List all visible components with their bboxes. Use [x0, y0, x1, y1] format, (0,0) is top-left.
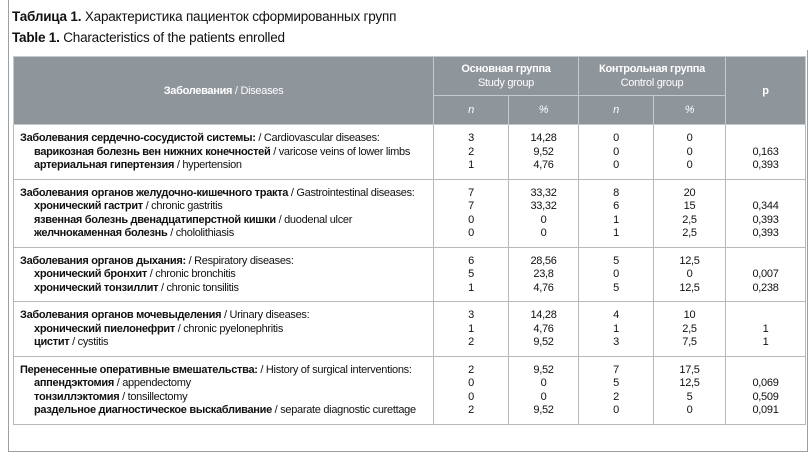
- value-cell-p: [726, 356, 806, 424]
- value-cell-n2: [579, 302, 654, 357]
- value: 2: [468, 404, 474, 416]
- header-study-group: Основная группа Study group: [434, 57, 579, 96]
- disease-item: хронический бронхит / chronic bronchitis: [34, 268, 236, 280]
- caption-english: Table 1. Characteristics of the patients enrolled: [12, 30, 285, 45]
- value: 4,76: [533, 281, 554, 294]
- value: 7: [468, 200, 474, 212]
- disease-item: тонзиллэктомия / tonsillectomy: [34, 390, 188, 403]
- value-cell-p: [726, 247, 806, 302]
- value: 1: [613, 322, 619, 335]
- disease-cell: [14, 247, 434, 302]
- header-control-group: Контрольная группа Control group: [579, 57, 726, 96]
- value: 0,393: [752, 227, 779, 239]
- disease-category: Заболевания органов дыхания: / Respiratory diseases:: [20, 254, 294, 267]
- value: 1: [468, 159, 474, 171]
- disease-item: артериальная гипертензия / hypertension: [34, 159, 242, 171]
- header-study-n: n: [434, 96, 509, 125]
- value: 0: [540, 213, 547, 226]
- value: 0,163: [752, 145, 779, 158]
- value: 0: [468, 390, 474, 403]
- table-row-group: [14, 302, 806, 357]
- value: 0: [468, 377, 474, 389]
- value: 7,5: [682, 336, 697, 348]
- value-cell-n2: [579, 356, 654, 424]
- header-study-pct: %: [509, 96, 579, 125]
- value: 0: [468, 227, 474, 239]
- value: [726, 255, 805, 269]
- value-cell-p2: [654, 356, 726, 424]
- disease-category: Заболевания сердечно-сосудистой системы: / Cardiovascular diseases:: [20, 132, 380, 144]
- value: 0: [613, 132, 619, 144]
- disease-category: Перенесенные оперативные вмешательства: / History of surgical interventions:: [20, 363, 412, 376]
- disease-item: желчнокаменная болезнь / chololithiasis: [34, 227, 234, 239]
- value: 0: [468, 213, 474, 226]
- value: 14,28: [530, 309, 557, 321]
- value: 0: [540, 377, 547, 389]
- value: 12,5: [679, 377, 700, 389]
- value: 0,091: [752, 404, 779, 416]
- value: 0,069: [752, 377, 779, 389]
- value-cell-p1: [509, 356, 579, 424]
- disease-category: Заболевания органов мочевыделения / Urinary diseases:: [20, 309, 310, 321]
- value-cell-n2: [579, 125, 654, 180]
- value-cell-p2: [654, 302, 726, 357]
- value: 1: [468, 281, 474, 294]
- table-row-group: [14, 125, 806, 180]
- value-cell-p1: [509, 247, 579, 302]
- characteristics-table: [13, 56, 806, 425]
- value: 3: [468, 132, 474, 144]
- value-cell-n1: [434, 179, 509, 247]
- value: [726, 132, 805, 146]
- value: 4: [613, 309, 619, 321]
- value: 0: [613, 268, 619, 280]
- value-cell-p1: [509, 179, 579, 247]
- disease-item: раздельное диагностическое выскабливание / separate diagnostic curettage: [34, 404, 416, 416]
- disease-cell: [14, 179, 434, 247]
- value-cell-n1: [434, 247, 509, 302]
- value: 12,5: [679, 254, 700, 267]
- disease-cell: [14, 302, 434, 357]
- value: [726, 364, 805, 378]
- value: 5: [613, 254, 619, 267]
- value: 2,5: [682, 227, 697, 239]
- disease-item: язвенная болезнь двенадцатиперстной кишки / duodenal ulcer: [34, 213, 353, 226]
- value: 1: [468, 322, 474, 335]
- value: 3: [613, 336, 619, 348]
- value: 4,76: [533, 322, 554, 335]
- value: 5: [613, 281, 619, 294]
- value: 0,238: [752, 281, 779, 294]
- value: 5: [686, 390, 693, 403]
- disease-cell: [14, 125, 434, 180]
- value: 1: [762, 336, 769, 348]
- header-p: p: [726, 57, 806, 125]
- value: 2: [468, 363, 474, 376]
- value: 15: [683, 200, 696, 212]
- value: 0,007: [752, 268, 779, 280]
- value-cell-p: [726, 302, 806, 357]
- disease-item: аппендэктомия / appendectomy: [34, 377, 191, 389]
- value: 17,5: [679, 363, 700, 376]
- value: 0: [613, 404, 619, 416]
- header-control-pct: %: [654, 96, 726, 125]
- value: 0: [686, 404, 693, 416]
- value: 9,52: [533, 336, 554, 348]
- value: 7: [468, 186, 474, 199]
- value-cell-p2: [654, 179, 726, 247]
- value: 10: [683, 309, 696, 321]
- disease-item: цистит / cystitis: [34, 336, 109, 348]
- value: 8: [613, 186, 619, 199]
- value: 0: [686, 145, 693, 158]
- value: 2: [468, 145, 474, 158]
- value: 1: [613, 213, 619, 226]
- value: 2,5: [682, 213, 697, 226]
- value: 9,52: [533, 404, 554, 416]
- value: 0: [613, 159, 619, 171]
- value: 2: [613, 390, 619, 403]
- caption-russian: Таблица 1. Характеристика пациенток сформированных групп: [12, 9, 397, 24]
- value: 9,52: [533, 363, 554, 376]
- value-cell-n1: [434, 302, 509, 357]
- value: 0: [686, 132, 693, 144]
- value: 33,32: [530, 200, 557, 212]
- value: 7: [613, 363, 619, 376]
- table-row-group: [14, 356, 806, 424]
- value: 0: [686, 159, 693, 171]
- value: 6: [613, 200, 619, 212]
- value-cell-p1: [509, 125, 579, 180]
- disease-item: хронический тонзиллит / chronic tonsilitis: [34, 281, 239, 294]
- disease-category: Заболевания органов желудочно-кишечного тракта / Gastrointestinal diseases:: [20, 186, 415, 199]
- value-cell-p: [726, 179, 806, 247]
- value-cell-n1: [434, 125, 509, 180]
- value: [726, 309, 805, 323]
- value-cell-n1: [434, 356, 509, 424]
- value: 0: [540, 390, 547, 403]
- value: 5: [613, 377, 619, 389]
- disease-item: хронический гастрит / chronic gastritis: [34, 200, 223, 212]
- value: 33,32: [530, 186, 557, 199]
- value-cell-p1: [509, 302, 579, 357]
- value: 0: [540, 227, 547, 239]
- value: 1: [762, 322, 769, 335]
- value: 9,52: [533, 145, 554, 158]
- value: 23,8: [533, 268, 554, 280]
- value-cell-n2: [579, 247, 654, 302]
- disease-item: хронический пиелонефрит / chronic pyelonephritis: [34, 322, 284, 335]
- value: 3: [468, 309, 474, 321]
- value: 5: [468, 268, 474, 280]
- header-diseases: Заболевания / Diseases: [14, 57, 434, 125]
- value: 0,393: [752, 159, 779, 171]
- table-row-group: [14, 179, 806, 247]
- disease-item: варикозная болезнь вен нижних конечностей / varicose veins of lower limbs: [34, 145, 411, 158]
- table-row-group: [14, 247, 806, 302]
- disease-cell: [14, 356, 434, 424]
- value: 12,5: [679, 281, 700, 294]
- value: 6: [468, 254, 474, 267]
- value: 28,56: [530, 254, 557, 267]
- value: 14,28: [530, 132, 557, 144]
- value-cell-p: [726, 125, 806, 180]
- value: 0: [686, 268, 693, 280]
- value-cell-n2: [579, 179, 654, 247]
- value: 20: [683, 186, 696, 199]
- value: 4,76: [533, 159, 554, 171]
- header-control-n: n: [579, 96, 654, 125]
- value-cell-p2: [654, 125, 726, 180]
- value: 0: [613, 145, 619, 158]
- value: 2,5: [682, 322, 697, 335]
- value: 0,509: [752, 390, 779, 403]
- value: [726, 187, 805, 201]
- value: 0,344: [752, 200, 779, 212]
- value: 1: [613, 227, 619, 239]
- value-cell-p2: [654, 247, 726, 302]
- value: 2: [468, 336, 474, 348]
- value: 0,393: [752, 213, 779, 226]
